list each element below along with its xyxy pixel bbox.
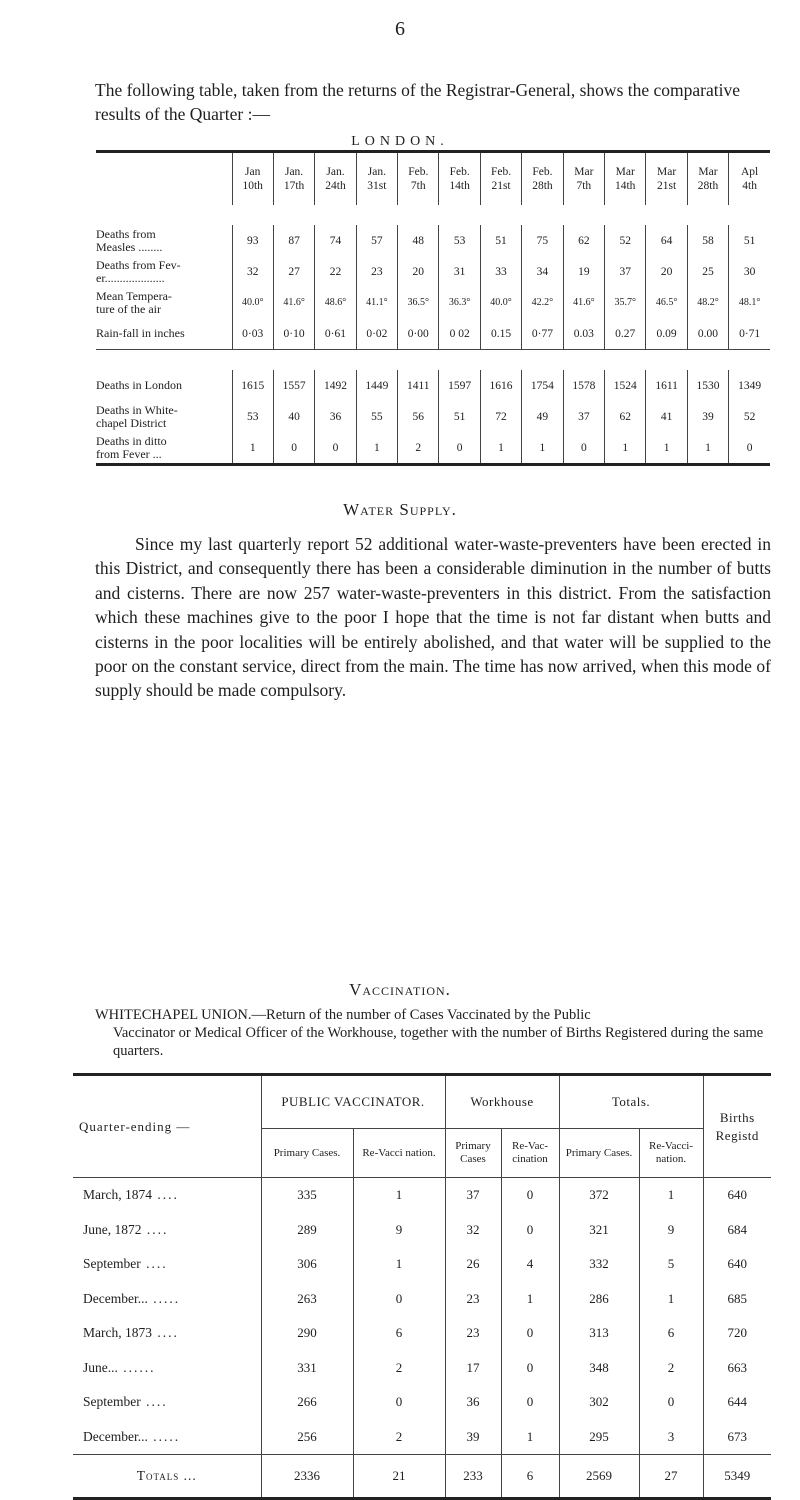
- table-cell: 0: [729, 432, 770, 465]
- table-cell: 64: [646, 225, 687, 256]
- table-cell: 302: [559, 1385, 639, 1420]
- total-cell: 2336: [261, 1455, 353, 1499]
- table-cell: 0.03: [563, 318, 604, 350]
- table-row: [96, 432, 770, 465]
- column-header: Mar 21st: [646, 152, 687, 206]
- table-cell: 0: [353, 1282, 445, 1317]
- table-cell: 56: [398, 401, 439, 432]
- table-cell: 41.1°: [356, 287, 397, 318]
- public-revaccination-header: Re-Vacci nation.: [353, 1129, 445, 1178]
- table-cell: 0·71: [729, 318, 770, 350]
- table-cell: 1: [501, 1282, 559, 1317]
- table-cell: 27: [273, 256, 314, 287]
- table-cell: 720: [703, 1316, 771, 1351]
- table-cell: 48.1°: [729, 287, 770, 318]
- table-cell: 23: [356, 256, 397, 287]
- quarter-label: September ....: [83, 1256, 168, 1272]
- quarter-label: March, 1874 ....: [73, 1178, 261, 1213]
- column-header: Mar 28th: [687, 152, 728, 206]
- table-cell: 1524: [605, 370, 646, 401]
- totals-primary-header: Primary Cases.: [559, 1129, 639, 1178]
- table-cell: 0·10: [273, 318, 314, 350]
- public-vaccinator-header: PUBLIC VACCINATOR.: [261, 1075, 445, 1129]
- table-cell: 6: [639, 1316, 703, 1351]
- table-cell: 57: [356, 225, 397, 256]
- table-cell: 52: [605, 225, 646, 256]
- table-cell: 1: [639, 1178, 703, 1213]
- column-header: Feb. 14th: [439, 152, 480, 206]
- workhouse-revaccination-header: Re-Vac- cination: [501, 1129, 559, 1178]
- table-row: [96, 370, 770, 401]
- vaccination-table-body: [73, 1178, 771, 1499]
- table-cell: 0: [501, 1385, 559, 1420]
- table-cell: 40.0°: [232, 287, 273, 318]
- table-cell: 2: [639, 1351, 703, 1386]
- table-cell: 1578: [563, 370, 604, 401]
- table-cell: 644: [703, 1385, 771, 1420]
- table-cell: 36.3°: [439, 287, 480, 318]
- table-cell: 0·03: [232, 318, 273, 350]
- table-cell: 23: [445, 1282, 501, 1317]
- london-heading: LONDON.: [351, 134, 449, 149]
- table-row: [73, 1385, 771, 1420]
- column-header: Mar 14th: [605, 152, 646, 206]
- table-row: [96, 225, 770, 256]
- table-cell: 0: [353, 1385, 445, 1420]
- table-cell: 37: [563, 401, 604, 432]
- table-cell: 48.6°: [315, 287, 356, 318]
- table-cell: 313: [559, 1316, 639, 1351]
- quarter-label: June... ......: [83, 1359, 156, 1375]
- column-header: Apl 4th: [729, 152, 770, 206]
- table-cell: 1: [501, 1420, 559, 1455]
- table-cell: 4: [501, 1247, 559, 1282]
- quarter-label: December... .....: [83, 1428, 181, 1444]
- table-cell: 6: [353, 1316, 445, 1351]
- public-primary-header: Primary Cases.: [261, 1129, 353, 1178]
- vaccination-heading: Vaccination.: [349, 980, 451, 999]
- table-cell: 33: [480, 256, 521, 287]
- table-cell: 41.6°: [563, 287, 604, 318]
- quarter-label: June, 1872 ....: [83, 1221, 169, 1237]
- quarter-label: March, 1873 ....: [83, 1325, 179, 1341]
- table-row: [73, 1420, 771, 1455]
- table-cell: 1: [232, 432, 273, 465]
- column-header: Jan. 17th: [273, 152, 314, 206]
- column-header: Mar 7th: [563, 152, 604, 206]
- table-cell: 2: [353, 1420, 445, 1455]
- quarter-label: September ....: [83, 1394, 168, 1410]
- table-cell: 1615: [232, 370, 273, 401]
- total-cell: 27: [639, 1455, 703, 1499]
- table-cell: 36: [445, 1385, 501, 1420]
- table-row: [96, 287, 770, 318]
- table-cell: 40: [273, 401, 314, 432]
- table-cell: 5: [639, 1247, 703, 1282]
- table-cell: 0.09: [646, 318, 687, 350]
- workhouse-header: Workhouse: [445, 1075, 559, 1129]
- table-cell: 640: [703, 1178, 771, 1213]
- table-cell: 20: [646, 256, 687, 287]
- table-cell: 1492: [315, 370, 356, 401]
- table-cell: 1530: [687, 370, 728, 401]
- table-cell: 17: [445, 1351, 501, 1386]
- table-cell: 0: [501, 1178, 559, 1213]
- table-cell: 48: [398, 225, 439, 256]
- table-cell: 295: [559, 1420, 639, 1455]
- table-cell: 1754: [522, 370, 563, 401]
- table-cell: 1: [353, 1247, 445, 1282]
- table-cell: 34: [522, 256, 563, 287]
- vaccination-header-row-1: [73, 1075, 771, 1129]
- column-header: Jan. 31st: [356, 152, 397, 206]
- table-cell: 372: [559, 1178, 639, 1213]
- table-cell: 0: [439, 432, 480, 465]
- table-cell: 332: [559, 1247, 639, 1282]
- table-cell: 62: [563, 225, 604, 256]
- table-cell: 39: [445, 1420, 501, 1455]
- table-cell: 41: [646, 401, 687, 432]
- row-label: Deaths in ditto from Fever ...: [96, 433, 167, 461]
- table-cell: 0: [273, 432, 314, 465]
- table-cell: 35.7°: [605, 287, 646, 318]
- column-header: Feb. 28th: [522, 152, 563, 206]
- page-number: 6: [395, 18, 405, 40]
- table-cell: 58: [687, 225, 728, 256]
- table-cell: 51: [729, 225, 770, 256]
- row-label: Deaths in London: [96, 378, 182, 392]
- table-cell: 32: [232, 256, 273, 287]
- table-cell: 1557: [273, 370, 314, 401]
- table-cell: 22: [315, 256, 356, 287]
- table-cell: 20: [398, 256, 439, 287]
- spacer-row: [96, 350, 770, 371]
- table-cell: 1616: [480, 370, 521, 401]
- london-comparison-table: [96, 150, 770, 466]
- quarter-ending-header: Quarter-ending —: [79, 1118, 191, 1134]
- union-text-line-1: —Return of the number of Cases Vaccinated by the Public: [251, 1007, 591, 1023]
- table-cell: 31: [439, 256, 480, 287]
- column-header: Jan. 24th: [315, 152, 356, 206]
- table-row: [96, 401, 770, 432]
- spacer-row: [96, 205, 770, 225]
- table-cell: 37: [445, 1178, 501, 1213]
- table-cell: 0: [563, 432, 604, 465]
- table-cell: 263: [261, 1282, 353, 1317]
- table-cell: 23: [445, 1316, 501, 1351]
- row-label: Deaths from Fev- er....................: [96, 257, 181, 285]
- table-cell: 673: [703, 1420, 771, 1455]
- total-cell: 2569: [559, 1455, 639, 1499]
- table-cell: 39: [687, 401, 728, 432]
- table-cell: 640: [703, 1247, 771, 1282]
- table-cell: 53: [439, 225, 480, 256]
- table-cell: 52: [729, 401, 770, 432]
- table-cell: 290: [261, 1316, 353, 1351]
- table-cell: 75: [522, 225, 563, 256]
- table-cell: 49: [522, 401, 563, 432]
- table-cell: 51: [439, 401, 480, 432]
- table-cell: 0: [315, 432, 356, 465]
- table-cell: 25: [687, 256, 728, 287]
- table-cell: 51: [480, 225, 521, 256]
- table-row: [96, 318, 770, 350]
- table-cell: 26: [445, 1247, 501, 1282]
- row-label: Deaths from Measles ........: [96, 226, 163, 254]
- table-cell: 19: [563, 256, 604, 287]
- table-cell: 685: [703, 1282, 771, 1317]
- london-table-body: [96, 205, 770, 465]
- table-cell: 2: [353, 1351, 445, 1386]
- table-cell: 9: [353, 1213, 445, 1248]
- table-cell: 1349: [729, 370, 770, 401]
- table-cell: 286: [559, 1282, 639, 1317]
- table-cell: 42.2°: [522, 287, 563, 318]
- table-cell: 72: [480, 401, 521, 432]
- table-cell: 1: [480, 432, 521, 465]
- table-cell: 1: [605, 432, 646, 465]
- table-cell: 30: [729, 256, 770, 287]
- total-cell: 5349: [703, 1455, 771, 1499]
- table-cell: 74: [315, 225, 356, 256]
- union-title: WHITECHAPEL UNION.: [95, 1007, 252, 1023]
- row-label: Deaths in White- chapel District: [96, 402, 178, 430]
- table-cell: 32: [445, 1213, 501, 1248]
- table-cell: 53: [232, 401, 273, 432]
- totals-revaccination-header: Re-Vacci- nation.: [639, 1129, 703, 1178]
- table-cell: 0: [501, 1316, 559, 1351]
- table-row: [96, 256, 770, 287]
- totals-row: [73, 1455, 771, 1499]
- table-cell: 36: [315, 401, 356, 432]
- table-cell: 1611: [646, 370, 687, 401]
- table-cell: 1: [522, 432, 563, 465]
- table-cell: 93: [232, 225, 273, 256]
- table-cell: 331: [261, 1351, 353, 1386]
- table-row: [73, 1247, 771, 1282]
- table-cell: 256: [261, 1420, 353, 1455]
- table-cell: 0·02: [356, 318, 397, 350]
- quarter-label: December... .....: [83, 1290, 181, 1306]
- table-cell: 0·00: [398, 318, 439, 350]
- table-cell: 335: [261, 1178, 353, 1213]
- table-cell: 0 02: [439, 318, 480, 350]
- table-cell: 40.0°: [480, 287, 521, 318]
- vaccination-table: [73, 1073, 771, 1500]
- table-cell: 348: [559, 1351, 639, 1386]
- workhouse-primary-header: Primary Cases: [445, 1129, 501, 1178]
- table-cell: 0: [639, 1385, 703, 1420]
- table-cell: 41.6°: [273, 287, 314, 318]
- totals-header: Totals.: [559, 1075, 703, 1129]
- table-row: [73, 1316, 771, 1351]
- table-cell: 2: [398, 432, 439, 465]
- table-cell: 1: [639, 1282, 703, 1317]
- table-cell: 1: [356, 432, 397, 465]
- column-header: Feb. 7th: [398, 152, 439, 206]
- totals-label: Totals ...: [73, 1455, 261, 1499]
- table-cell: 1: [646, 432, 687, 465]
- table-cell: 36.5°: [398, 287, 439, 318]
- table-cell: 46.5°: [646, 287, 687, 318]
- vaccination-return-text: [95, 1006, 775, 1060]
- table-row: [73, 1213, 771, 1248]
- table-cell: 1449: [356, 370, 397, 401]
- table-cell: 289: [261, 1213, 353, 1248]
- intro-paragraph: The following table, taken from the returns of the Registrar-General, shows the comparative results of the Quarter :—: [95, 80, 740, 124]
- table-cell: 55: [356, 401, 397, 432]
- table-cell: 37: [605, 256, 646, 287]
- table-cell: 0.15: [480, 318, 521, 350]
- table-cell: 0: [501, 1213, 559, 1248]
- table-cell: 0: [501, 1351, 559, 1386]
- london-table-header: [96, 152, 770, 206]
- table-cell: 321: [559, 1213, 639, 1248]
- row-label: Rain-fall in inches: [96, 318, 232, 350]
- table-cell: 684: [703, 1213, 771, 1248]
- table-cell: 1597: [439, 370, 480, 401]
- table-cell: 9: [639, 1213, 703, 1248]
- table-cell: 62: [605, 401, 646, 432]
- water-supply-paragraph: Since my last quarterly report 52 additional water-waste-preventers have been erected in this District, and consequently there has been a considerable diminution in the number of butts and cisterns. There are now 257 water-waste-preventers in this district. From the satisfaction which these machines give to the poor I hope that the time is not far distant when butts and cisterns in the poor localities will be entirely abolished, and that water will be supplied to the poor on the constant service, direct from the main. The time has now arrived, when this mode of supply should be made compulsory.: [95, 534, 771, 701]
- water-supply-heading: Water Supply.: [343, 500, 457, 519]
- table-cell: 0.00: [687, 318, 728, 350]
- table-cell: 87: [273, 225, 314, 256]
- table-cell: 1: [687, 432, 728, 465]
- column-header: Feb. 21st: [480, 152, 521, 206]
- table-row: [73, 1351, 771, 1386]
- table-row: [73, 1178, 771, 1213]
- table-cell: 1: [353, 1178, 445, 1213]
- total-cell: 6: [501, 1455, 559, 1499]
- table-cell: 1411: [398, 370, 439, 401]
- column-header: Jan 10th: [232, 152, 273, 206]
- table-cell: 306: [261, 1247, 353, 1282]
- union-text-line-2: Vaccinator or Medical Officer of the Workhouse, together with the number of Births Registered during the same quarters.: [113, 1025, 764, 1059]
- total-cell: 21: [353, 1455, 445, 1499]
- table-row: [73, 1282, 771, 1317]
- table-cell: 266: [261, 1385, 353, 1420]
- total-cell: 233: [445, 1455, 501, 1499]
- table-cell: 3: [639, 1420, 703, 1455]
- header-spacer: [96, 152, 232, 206]
- table-cell: 48.2°: [687, 287, 728, 318]
- births-registered-header: Births Registd: [703, 1075, 771, 1178]
- table-cell: 0·61: [315, 318, 356, 350]
- table-cell: 0·77: [522, 318, 563, 350]
- table-cell: 0.27: [605, 318, 646, 350]
- table-cell: 663: [703, 1351, 771, 1386]
- row-label: Mean Tempera- ture of the air: [96, 288, 172, 316]
